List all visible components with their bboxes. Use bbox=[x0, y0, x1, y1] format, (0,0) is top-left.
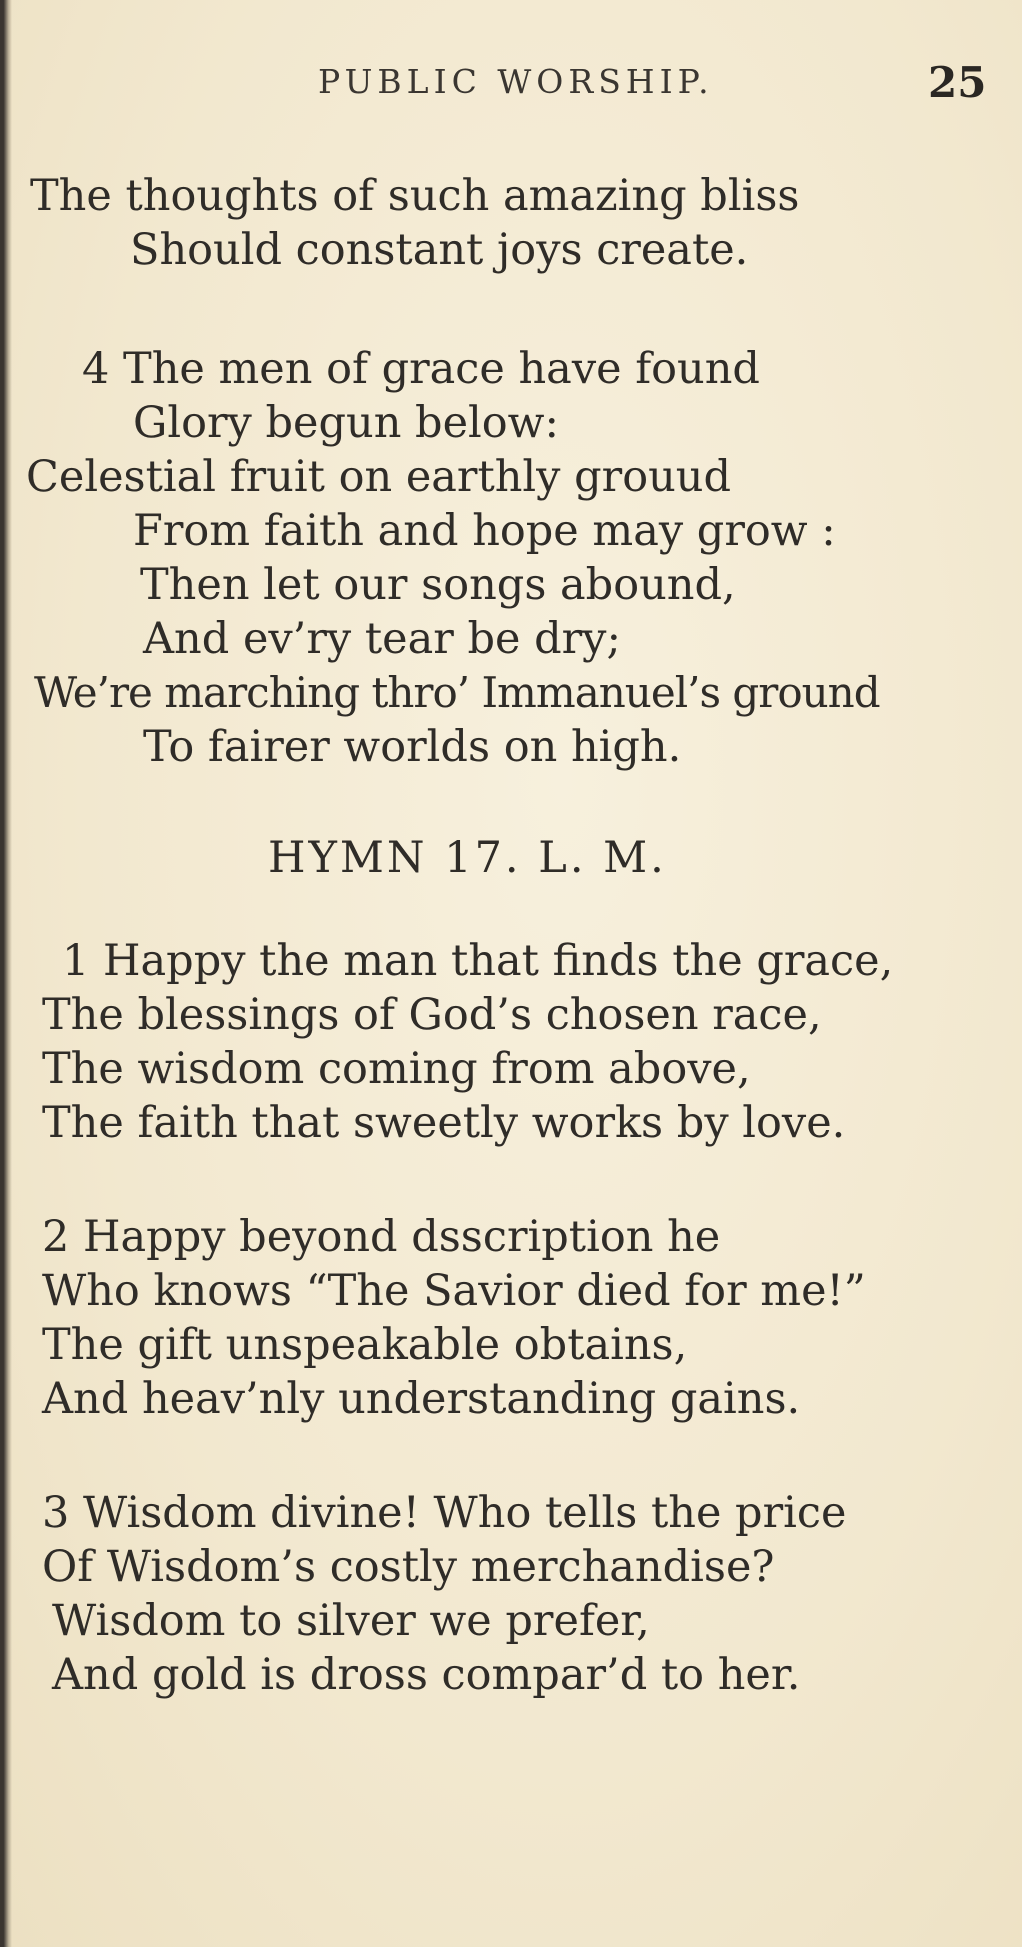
verse-line: Then let our songs abound, bbox=[140, 560, 736, 610]
verse-line: And gold is dross compar’d to her. bbox=[52, 1650, 801, 1700]
verse-line: 4 The men of grace have found bbox=[82, 344, 760, 394]
verse-line: We’re marching thro’ Immanuel’s ground bbox=[34, 668, 880, 717]
verse-line: To fairer worlds on high. bbox=[143, 722, 682, 772]
page-number: 25 bbox=[928, 58, 987, 107]
running-head bbox=[0, 60, 1022, 110]
verse-line: Who knows “The Savior died for me!” bbox=[42, 1266, 866, 1316]
hymn-heading: HYMN 17. L. M. bbox=[268, 833, 667, 883]
verse-line: And heav’nly understanding gains. bbox=[42, 1374, 801, 1424]
verse-line: Of Wisdom’s costly merchandise? bbox=[42, 1542, 775, 1592]
verse-line: The gift unspeakable obtains, bbox=[42, 1320, 688, 1370]
verse-line: Glory begun below: bbox=[133, 398, 559, 448]
verse-line: Celestial fruit on earthly grouud bbox=[26, 452, 732, 502]
running-head-title: PUBLIC WORSHIP. bbox=[318, 62, 714, 101]
verse-line: The thoughts of such amazing bliss bbox=[30, 171, 800, 221]
verse-line: From faith and hope may grow : bbox=[133, 506, 836, 556]
verse-line: Should constant joys create. bbox=[130, 225, 749, 275]
verse-line: Wisdom to silver we prefer, bbox=[52, 1596, 650, 1646]
verse-line: 1 Happy the man that finds the grace, bbox=[62, 936, 894, 986]
verse-line: 2 Happy beyond dsscription he bbox=[42, 1212, 721, 1262]
page-binding-edge bbox=[0, 0, 12, 1947]
verse-line: The wisdom coming from above, bbox=[42, 1044, 751, 1094]
verse-line: The blessings of God’s chosen race, bbox=[42, 990, 822, 1040]
verse-line: 3 Wisdom divine! Who tells the price bbox=[42, 1488, 847, 1538]
verse-line: And ev’ry tear be dry; bbox=[143, 614, 621, 664]
verse-line: The faith that sweetly works by love. bbox=[42, 1098, 846, 1148]
